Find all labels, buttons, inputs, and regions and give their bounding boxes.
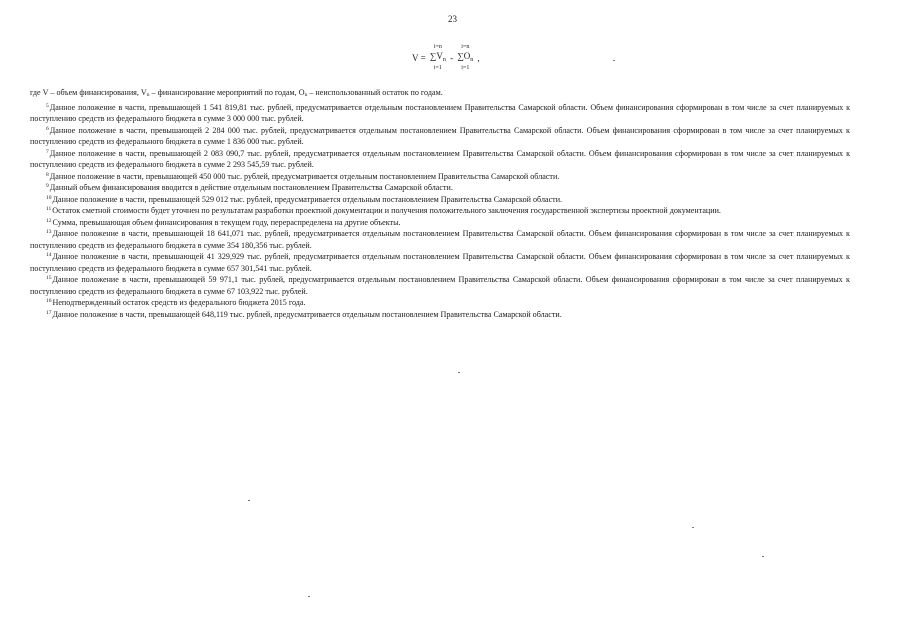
- footnote-number: 11: [46, 206, 52, 212]
- footnote-text: Данное положение в части, превышающей 18 641,071 тыс. рублей, предусматривается отдельным постановлением Правительства Самарской области. Объем финансирования сформирован в том числе за счет планируемых к поступлению средств из федерального бюджета в сумме 354 180,356 тыс. рублей.: [30, 229, 850, 250]
- footnote-number: 14: [46, 252, 52, 258]
- footnote-text: Данное положение в части, превышающей 41 329,929 тыс. рублей, предусматривается отдельным постановлением Правительства Самарской области. Объем финансирования сформирован в том числе за счет планируемых к поступлению средств из федерального бюджета в сумме 657 301,541 тыс. рублей.: [30, 252, 850, 273]
- sum-v-upper-limit: i=n: [433, 44, 442, 50]
- scan-speck: [613, 60, 615, 61]
- sum-o-symbol: ∑O: [457, 51, 471, 61]
- footnote-number: 7: [46, 148, 49, 155]
- sum-v-symbol: ∑V: [429, 51, 443, 61]
- footnote-text: Данное положение в части, превышающей 2 083 090,7 тыс. рублей, предусматривается отдельным постановлением Правительства Самарской области. Объем финансирования сформирован в том числе за счет планируемых к поступлению средств из федерального бюджета в сумме 2 293 545,59 тыс. рублей.: [30, 148, 850, 169]
- sum-v-subscript: n: [442, 57, 446, 63]
- footnote: [30, 205, 850, 217]
- footnote-number: 10: [46, 194, 52, 201]
- footnote-number: 12: [46, 217, 52, 224]
- footnote: [30, 148, 850, 171]
- footnote-number: 9: [46, 183, 49, 189]
- formula-legend: где V – объем финансирования, Vn – финансирование мероприятий по годам, On – неиспользованный остаток по годам.: [30, 88, 443, 98]
- formula-minus: -: [450, 52, 454, 63]
- footnote-text: Данное положение в части, превышающей 450 000 тыс. рублей, предусматривается отдельным постановлением Правительства Самарской области.: [49, 171, 560, 181]
- scan-speck: [692, 527, 694, 528]
- scan-speck: [762, 556, 764, 557]
- page-number: 23: [448, 14, 457, 24]
- footnote: [30, 194, 850, 206]
- footnote-text: Сумма, превышающая объем финансирования в текущем году, перераспределена на другие объекты.: [52, 217, 401, 227]
- footnote-number: 6: [46, 125, 49, 132]
- footnotes-section: [30, 87, 850, 320]
- footnote-number: 16: [46, 298, 52, 304]
- footnote: [30, 274, 850, 297]
- footnote: [30, 171, 850, 183]
- financing-formula: [410, 44, 482, 72]
- footnote-text: Данное положение в части, превышающей 648,119 тыс. рублей, предусматривается отдельным постановлением Правительства Самарской области.: [52, 309, 562, 319]
- footnote: [30, 182, 850, 194]
- footnote: [30, 251, 850, 274]
- sum-o-lower-limit: i=1: [461, 65, 470, 71]
- footnote: [30, 309, 850, 321]
- footnote-text: Остаток сметной стоимости будет уточнен по результатам разработки проектной документации и получения положительного заключения государственной экспертизы проектной документации.: [52, 206, 721, 215]
- footnote-text: Данное положение в части, превышающей 529 012 тыс. рублей, предусматривается отдельным постановлением Правительства Самарской области.: [52, 194, 563, 204]
- formula-lhs: V =: [412, 52, 426, 63]
- footnote: [30, 217, 850, 229]
- footnote-text: Данное положение в части, превышающей 59 971,1 тыс. рублей, предусматривается отдельным постановлением Правительства Самарской области. Объем финансирования сформирован в том числе за счет планируемых к поступлению средств из федерального бюджета в сумме 67 103,922 тыс. рублей.: [30, 275, 850, 296]
- footnote: [30, 228, 850, 251]
- footnote-number: 13: [46, 229, 52, 235]
- footnote-number: 5: [46, 102, 49, 109]
- sum-o-subscript: n: [470, 57, 474, 63]
- footnote: [30, 125, 850, 148]
- scan-speck: [308, 596, 310, 597]
- scan-speck: [458, 372, 460, 373]
- formula-tail: ,: [477, 52, 480, 63]
- sum-v-lower-limit: i=1: [433, 65, 442, 71]
- sum-o-upper-limit: i=n: [461, 44, 470, 50]
- footnote-text: Данное положение в части, превышающей 2 284 000 тыс. рублей, предусматривается отдельным постановлением Правительства Самарской области. Объем финансирования сформирован в том числе за счет планируемых к поступлению средств из федерального бюджета в сумме 1 836 000 тыс. рублей.: [30, 125, 850, 146]
- footnote: [30, 297, 850, 309]
- scan-speck: [248, 500, 250, 501]
- footnote: [30, 102, 850, 125]
- formula-sum-o: [457, 44, 473, 72]
- footnote-text: Данное положение в части, превышающей 1 541 819,81 тыс. рублей, предусматривается отдельным постановлением Правительства Самарской области. Объем финансирования сформирован в том числе за счет планируемых к поступлению средств из федерального бюджета в сумме 3 000 000 тыс. рублей.: [30, 102, 850, 123]
- footnote-number: 15: [46, 275, 52, 281]
- footnote-text: Данный объем финансирования вводится в действие отдельным постановлением Правительства Самарской области.: [49, 183, 453, 192]
- formula-sum-v: [430, 44, 446, 72]
- footnote-number: 17: [46, 309, 52, 316]
- footnote-number: 8: [46, 171, 49, 178]
- footnote-text: Неподтвержденный остаток средств из федерального бюджета 2015 года.: [52, 298, 306, 307]
